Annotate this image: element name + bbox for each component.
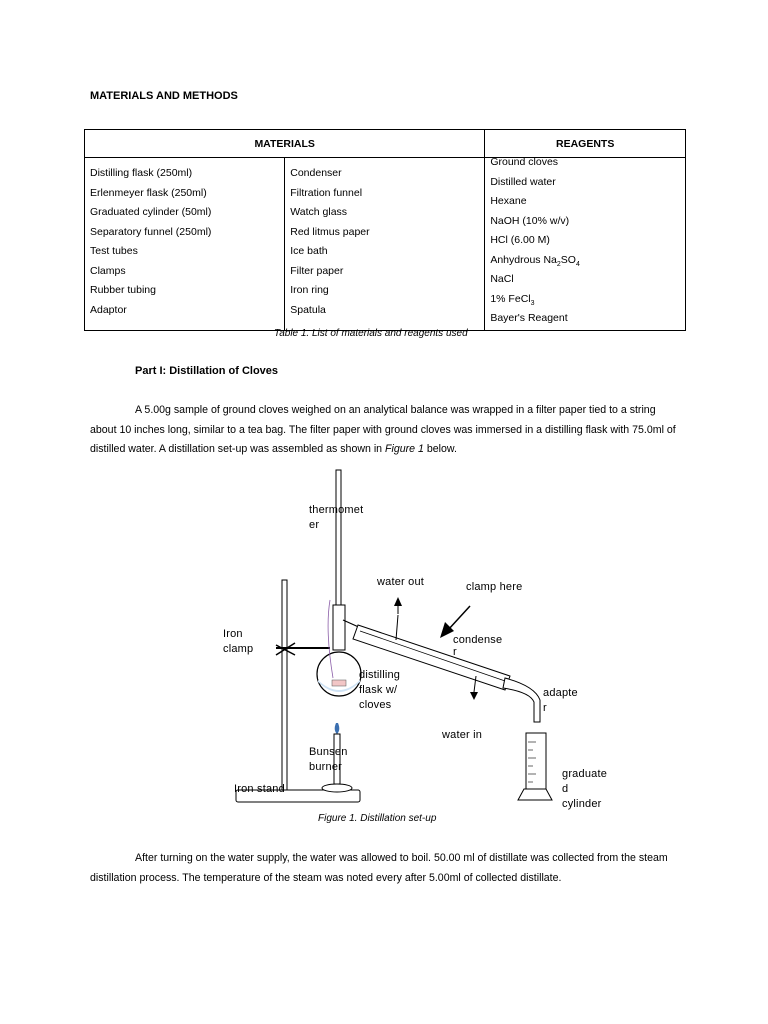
burner-base	[322, 784, 352, 792]
list-item: Filter paper	[290, 264, 344, 277]
table-caption: Table 1. List of materials and reagents used	[274, 328, 468, 339]
list-item: Watch glass	[290, 206, 348, 218]
list-item: Red litmus paper	[290, 225, 370, 238]
materials-table	[84, 129, 686, 331]
distillation-figure	[200, 460, 640, 810]
part1-title: Part I: Distillation of Cloves	[135, 365, 279, 377]
list-item: Separatory funnel (250ml)	[90, 225, 212, 238]
list-item: Ground cloves	[490, 156, 559, 168]
list-item: HCl (6.00 M)	[490, 234, 550, 246]
reagents-column	[485, 158, 686, 331]
water-in-arrow	[470, 692, 478, 700]
figure-caption: Figure 1. Distillation set-up	[318, 813, 437, 824]
list-item: Rubber tubing	[90, 284, 156, 296]
label-condenser-r: r	[453, 646, 457, 658]
clamp-here-arrow-line	[448, 606, 470, 630]
label-graduated-cylinder: graduate d cylinder	[562, 768, 608, 810]
list-item: Graduated cylinder (50ml)	[90, 206, 212, 218]
list-item: Spatula	[290, 303, 326, 316]
list-item: Adaptor	[90, 303, 127, 316]
list-item: Condenser	[290, 167, 342, 179]
list-item: Anhydrous $Na_2SO_4$	[490, 253, 580, 268]
label-bunsen-burner: Bunsen burner	[309, 746, 348, 773]
materials-column-1	[85, 158, 285, 331]
paragraph-1: A 5.00g sample of ground cloves weighed on an analytical balance was wrapped in a filter paper tied to a string about 10 inches long, similar to a tea bag. The filter paper with ground cloves was immersed in a distilling flask with 75.0ml of distilled water. A distillation set-up was assembled as shown in Figure 1 below.	[90, 404, 676, 455]
list-item: NaCl	[490, 273, 514, 285]
list-item: Filtration funnel	[290, 186, 363, 199]
adapter	[503, 678, 540, 722]
distilling-flask	[317, 652, 361, 696]
label-water-out: water out	[377, 576, 425, 588]
list-item: Ice bath	[290, 245, 328, 257]
list-item: Distilled water	[490, 175, 556, 188]
label-distilling-flask: distilling flask w/ cloves	[359, 669, 401, 711]
label-condenser: condense	[453, 634, 503, 646]
list-item: NaOH (10% w/v)	[490, 214, 570, 227]
list-item: Iron ring	[290, 284, 329, 296]
list-item: Distilling flask (250ml)	[90, 167, 193, 179]
list-item: 1% FeCl$_3$	[490, 292, 535, 307]
materials-header: MATERIALS	[85, 130, 485, 158]
label-water-in: water in	[442, 729, 483, 741]
list-item: Erlenmeyer flask (250ml)	[90, 186, 207, 199]
flask-neck	[333, 605, 345, 650]
label-iron-clamp: Iron clamp	[223, 628, 254, 655]
list-item: Hexane	[490, 195, 527, 207]
paragraph-2: After turning on the water supply, the water was allowed to boil. 50.00 ml of distillate was collected from the steam distillation process. The temperature of the steam was noted every after 5.00ml of collected distillate.	[90, 852, 668, 884]
section-title: MATERIALS AND METHODS	[90, 90, 238, 102]
list-item: Test tubes	[90, 245, 138, 257]
cloves-bag	[332, 680, 346, 686]
label-adapter: adapte r	[543, 687, 578, 714]
label-thermometer: thermomet er	[309, 504, 364, 531]
iron-stand-rod	[282, 580, 287, 790]
list-item: Bayer's Reagent	[490, 312, 568, 324]
flame-icon	[335, 723, 340, 734]
water-out-nozzle	[396, 615, 398, 640]
cylinder-base	[518, 789, 552, 800]
reagents-header: REAGENTS	[485, 130, 686, 158]
graduated-cylinder	[526, 733, 546, 789]
label-iron-stand: Iron stand	[234, 783, 285, 795]
materials-column-2	[285, 158, 485, 331]
label-clamp-here: clamp here	[466, 581, 523, 593]
list-item: Clamps	[90, 264, 126, 277]
clamp-here-arrow-head	[440, 622, 454, 638]
